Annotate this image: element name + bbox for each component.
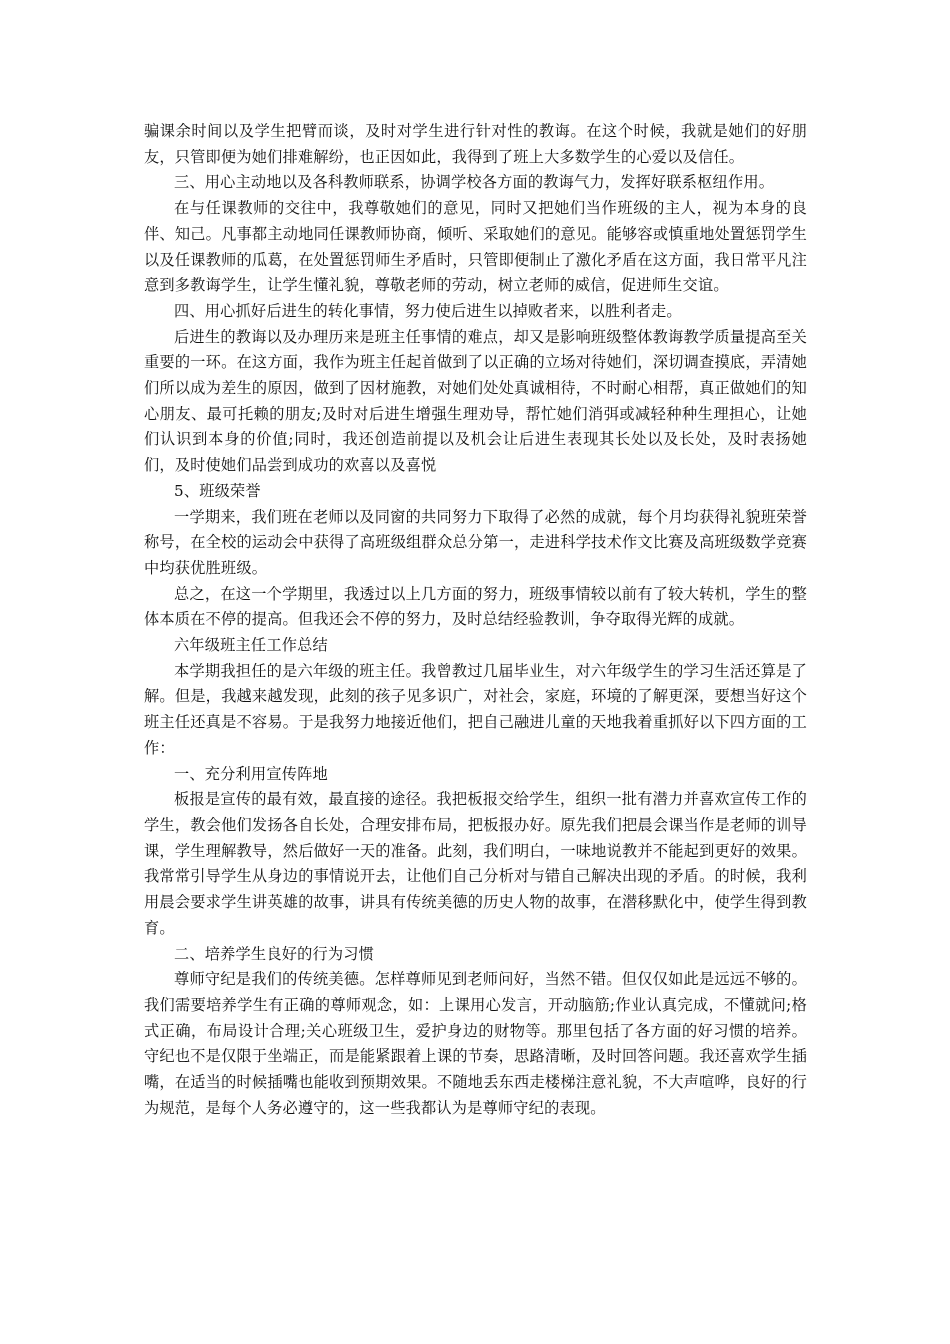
paragraph-3: 在与任课教师的交往中，我尊敬她们的意见，同时又把她们当作班级的主人，视为本身的良伴、知己。凡事都主动地同任课教师协商，倾听、采取她们的意见。能够容或慎重地处置惩罚学生以及任课教师的瓜葛，在处置惩罚师生矛盾时，只管即便制止了激化矛盾在这方面，我日常平凡注意到多教诲学生，让学生懂礼貌，尊敬老师的劳动，树立老师的威信，促进师生交谊。: [144, 199, 807, 295]
document-page: [144, 119, 807, 1121]
paragraph-4: 四、用心抓好后进生的转化事情，努力使后进生以掉败者来，以胜利者走。: [174, 301, 682, 320]
document-title: 六年级班主任工作总结: [174, 636, 328, 655]
paragraph-12: 板报是宣传的最有效，最直接的途径。我把板报交给学生，组织一批有潜力并喜欢宣传工作的学生，教会他们发扬各自长处，合理安排布局，把板报办好。原先我们把晨会课当作是老师的训导课，学生理解教导，然后做好一天的准备。此刻，我们明白，一味地说教并不能起到更好的效果。我常常引导学生从身边的事情说开去，让他们自己分析对与错自己解决出现的矛盾。的时候，我利用晨会要求学生讲英雄的故事，讲具有传统美德的历史人物的故事，在潜移默化中，使学生得到教育。: [144, 790, 807, 937]
paragraph-8: 总之，在这一个学期里，我透过以上几方面的努力，班级事情较以前有了较大转机，学生的整体本质在不停的提高。但我还会不停的努力，及时总结经验教训，争夺取得光辉的成就。: [144, 584, 807, 629]
section-heading-class-honor: 5、班级荣誉: [174, 481, 261, 500]
paragraph-14: 尊师守纪是我们的传统美德。怎样尊师见到老师问好，当然不错。但仅仅如此是远远不够的。我们需要培养学生有正确的尊师观念，如：上课用心发言，开动脑筋;作业认真完成，不懂就问;格式正确，布局设计合理;关心班级卫生，爱护身边的财物等。那里包括了各方面的好习惯的培养。守纪也不是仅限于坐端正，而是能紧跟着上课的节奏，思路清晰，及时回答问题。我还喜欢学生插嘴，在适当的时候插嘴也能收到预期效果。不随地丢东西走楼梯注意礼貌，不大声喧哗，良好的行为规范，是每个人务必遵守的，这一些我都认为是尊师守纪的表现。: [144, 970, 807, 1117]
paragraph-10: 本学期我担任的是六年级的班主任。我曾教过几届毕业生，对六年级学生的学习生活还算是了解。但是，我越来越发现，此刻的孩子见多识广，对社会，家庭，环境的了解更深，要想当好这个班主任还真是不容易。于是我努力地接近他们，把自己融进儿童的天地我着重抓好以下四方面的工作：: [144, 661, 807, 757]
paragraph-5: 后进生的教诲以及办理历来是班主任事情的难点，却又是影响班级整体教诲教学质量提高至关重要的一环。在这方面，我作为班主任起首做到了以正确的立场对待她们，深切调查摸底，弄清她们所以成为差生的原因，做到了因材施教，对她们处处真诚相待，不时耐心相帮，真正做她们的知心朋友、最可托赖的朋友;及时对后进生增强生理劝导，帮忙她们消弭或减轻种种生理担心，让她们认识到本身的价值;同时，我还创造前提以及机会让后进生表现其长处以及长处，及时表扬她们，及时使她们品尝到成功的欢喜以及喜悦: [144, 327, 807, 475]
paragraph-7: 一学期来，我们班在老师以及同窗的共同努力下取得了必然的成就，每个月均获得礼貌班荣誉称号，在全校的运动会中获得了高班级组群众总分第一，走进科学技术作文比赛及高班级数学竞赛中均获优胜班级。: [144, 507, 807, 577]
paragraph-2: 三、用心主动地以及各科教师联系，协调学校各方面的教诲气力，发挥好联系枢纽作用。: [174, 173, 775, 192]
section-heading-1: 一、充分利用宣传阵地: [174, 764, 328, 783]
paragraph-1: 骗课余时间以及学生把臂而谈，及时对学生进行针对性的教诲。在这个时候，我就是她们的好朋友，只管即便为她们排难解纷，也正因如此，我得到了班上大多数学生的心爱以及信任。: [144, 122, 807, 166]
section-heading-2: 二、培养学生良好的行为习惯: [174, 944, 375, 963]
